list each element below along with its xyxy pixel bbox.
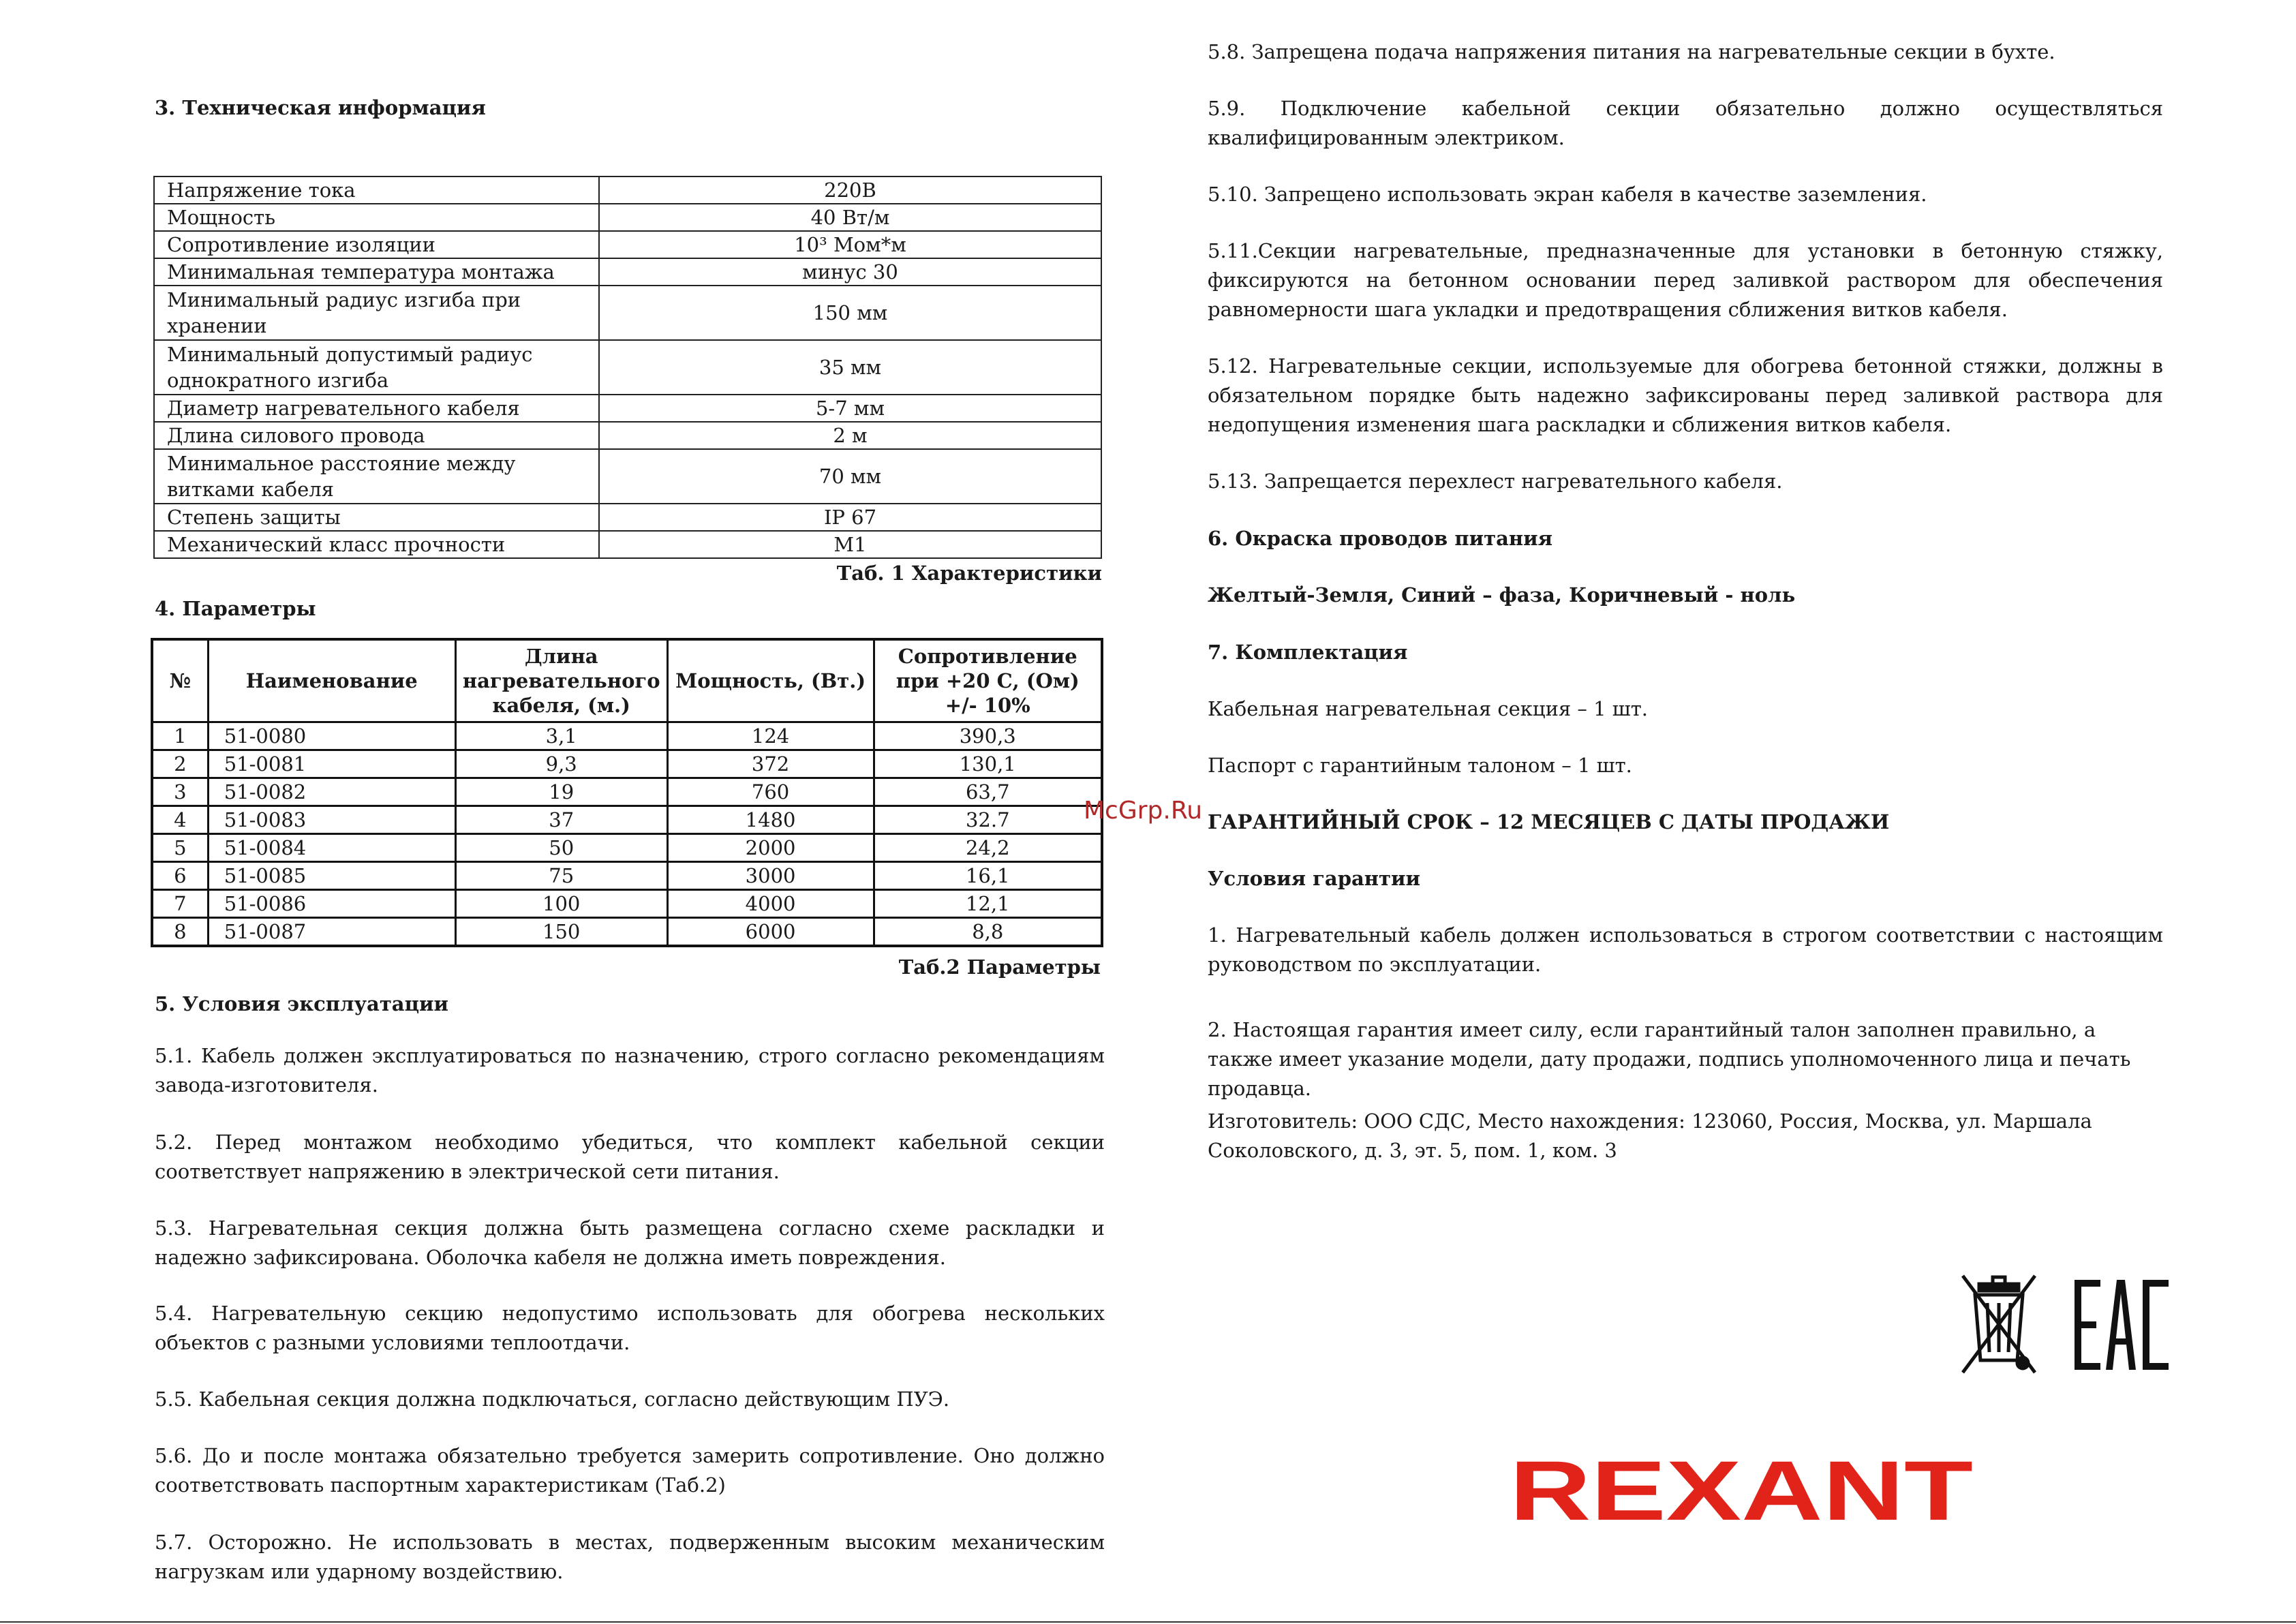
spec-row xyxy=(154,422,1101,449)
row-number: 1 xyxy=(152,722,208,750)
product-code: 51-0084 xyxy=(208,834,455,862)
product-code: 51-0081 xyxy=(208,750,455,778)
section6-heading: 6. Окраска проводов питания xyxy=(1208,527,1553,550)
row-number: 6 xyxy=(152,862,208,890)
spec-param: Диаметр нагревательного кабеля xyxy=(154,395,599,422)
product-code: 51-0087 xyxy=(208,918,455,947)
paragraph-5-11: 5.11.Секции нагревательные, предназначенные для установки в бетонную стяжку, фиксируются на бетонном основании перед заливкой раствором для обеспечения равномерности шага укладки и предотвращения сближения витков кабеля. xyxy=(1208,239,2163,321)
product-code: 51-0083 xyxy=(208,806,455,834)
cable-length: 37 xyxy=(455,806,667,834)
spec-row xyxy=(154,177,1101,204)
resistance-value: 8,8 xyxy=(874,918,1102,947)
row-number: 4 xyxy=(152,806,208,834)
wire-colors: Желтый-Земля, Синий – фаза, Коричневый - ноль xyxy=(1208,583,1796,607)
spec-param: Сопротивление изоляции xyxy=(154,231,599,258)
col-header-length: Длина нагревательного кабеля, (м.) xyxy=(455,639,667,722)
col-header-power: Мощность, (Вт.) xyxy=(667,639,874,722)
power-value: 3000 xyxy=(667,862,874,890)
resistance-value: 390,3 xyxy=(874,722,1102,750)
spec-param: Минимальный допустимый радиус однократного изгиба xyxy=(154,340,599,395)
paragraph-5-13: 5.13. Запрещается перехлест нагревательного кабеля. xyxy=(1208,470,1783,493)
warranty-heading: ГАРАНТИЙНЫЙ СРОК – 12 МЕСЯЦЕВ С ДАТЫ ПРОДАЖИ xyxy=(1208,810,1890,833)
table-row xyxy=(152,834,1102,862)
rexant-logo xyxy=(1506,1450,1976,1532)
resistance-value: 16,1 xyxy=(874,862,1102,890)
power-value: 4000 xyxy=(667,890,874,918)
section5-heading: 5. Условия эксплуатации xyxy=(155,992,449,1015)
power-value: 1480 xyxy=(667,806,874,834)
product-code: 51-0086 xyxy=(208,890,455,918)
spec-row xyxy=(154,340,1101,395)
spec-param: Напряжение тока xyxy=(154,177,599,204)
kit-item-passport: Паспорт с гарантийным талоном – 1 шт. xyxy=(1208,754,1632,777)
table2-caption: Таб.2 Параметры xyxy=(898,955,1101,979)
spec-row xyxy=(154,449,1101,504)
row-number: 7 xyxy=(152,890,208,918)
eac-mark xyxy=(2075,1280,2169,1370)
power-value: 2000 xyxy=(667,834,874,862)
table-row xyxy=(152,722,1102,750)
spec-value: М1 xyxy=(599,531,1101,558)
paragraph-5-8: 5.8. Запрещена подача напряжения питания на нагревательные секции в бухте. xyxy=(1208,40,2055,63)
power-value: 124 xyxy=(667,722,874,750)
watermark: McGrp.Ru xyxy=(1084,797,1203,825)
cable-length: 50 xyxy=(455,834,667,862)
cable-length: 150 xyxy=(455,918,667,947)
resistance-value: 130,1 xyxy=(874,750,1102,778)
bottom-rule xyxy=(0,1621,2296,1623)
spec-param: Минимальный радиус изгиба при хранении xyxy=(154,286,599,340)
spec-value: 220В xyxy=(599,177,1101,204)
warranty-condition-1: 1. Нагревательный кабель должен использоваться в строгом соответствии с настоящим руководством по эксплуатации. xyxy=(1208,923,2163,976)
row-number: 2 xyxy=(152,750,208,778)
row-number: 3 xyxy=(152,778,208,806)
table-row xyxy=(152,806,1102,834)
cable-length: 9,3 xyxy=(455,750,667,778)
spec-param: Минимальное расстояние между витками кабеля xyxy=(154,449,599,504)
power-value: 760 xyxy=(667,778,874,806)
table-row xyxy=(152,918,1102,947)
paragraph-5-3: 5.3. Нагревательная секция должна быть размещена согласно схеме раскладки и надежно зафиксирована. Оболочка кабеля не должна иметь повреждения. xyxy=(155,1216,1105,1269)
spec-param: Степень защиты xyxy=(154,504,599,531)
paragraph-5-12: 5.12. Нагревательные секции, используемые для обогрева бетонной стяжки, должны в обязательном порядке быть надежно зафиксированы перед заливкой раствора для недопущения изменения шага раскладки и сближения витков кабеля. xyxy=(1208,354,2163,436)
spec-row xyxy=(154,286,1101,340)
spec-param: Длина силового провода xyxy=(154,422,599,449)
spec-value: 10³ Мом*м xyxy=(599,231,1101,258)
table-row xyxy=(152,890,1102,918)
spec-row xyxy=(154,258,1101,286)
spec-value: 35 мм xyxy=(599,340,1101,395)
paragraph-5-1: 5.1. Кабель должен эксплуатироваться по назначению, строго согласно рекомендациям завода-изготовителя. xyxy=(155,1044,1105,1097)
power-value: 6000 xyxy=(667,918,874,947)
col-header-name: Наименование xyxy=(208,639,455,722)
crossed-out-bin-icon xyxy=(1963,1276,2035,1373)
warranty-conditions-heading: Условия гарантии xyxy=(1208,867,1421,890)
spec-value: 40 Вт/м xyxy=(599,204,1101,231)
section7-heading: 7. Комплектация xyxy=(1208,641,1408,664)
brand-name: REXANT xyxy=(1510,1450,1973,1532)
spec-row xyxy=(154,531,1101,558)
cable-length: 3,1 xyxy=(455,722,667,750)
spec-row xyxy=(154,204,1101,231)
spec-value: IP 67 xyxy=(599,504,1101,531)
manufacturer-info: Изготовитель: ООО СДС, Место нахождения: 123060, Россия, Москва, ул. Маршала Соколовского, д. 3, эт. 5, пом. 1, ком. 3 xyxy=(1208,1109,2092,1162)
cable-length: 75 xyxy=(455,862,667,890)
section4-heading: 4. Параметры xyxy=(155,597,316,620)
cable-length: 19 xyxy=(455,778,667,806)
row-number: 8 xyxy=(152,918,208,947)
table1-caption: Таб. 1 Характеристики xyxy=(836,562,1102,585)
resistance-value: 24,2 xyxy=(874,834,1102,862)
spec-value: минус 30 xyxy=(599,258,1101,286)
warranty-condition-2: 2. Настоящая гарантия имеет силу, если гарантийный талон заполнен правильно, а также имеет указание модели, дату продажи, подпись уполномоченного лица и печать продавца. xyxy=(1208,1018,2131,1100)
params-table xyxy=(151,638,1103,947)
table-row xyxy=(152,750,1102,778)
spec-value: 5-7 мм xyxy=(599,395,1101,422)
spec-value: 2 м xyxy=(599,422,1101,449)
spec-row xyxy=(154,395,1101,422)
spec-table xyxy=(153,176,1102,559)
spec-value: 70 мм xyxy=(599,449,1101,504)
certification-marks xyxy=(1960,1273,2173,1375)
spec-param: Мощность xyxy=(154,204,599,231)
product-code: 51-0085 xyxy=(208,862,455,890)
spec-row xyxy=(154,231,1101,258)
spec-row xyxy=(154,504,1101,531)
col-header-resistance: Сопротивление при +20 С, (Ом) +/- 10% xyxy=(874,639,1102,722)
spec-param: Механический класс прочности xyxy=(154,531,599,558)
spec-param: Минимальная температура монтажа xyxy=(154,258,599,286)
section3-heading: 3. Техническая информация xyxy=(155,96,486,119)
paragraph-5-7: 5.7. Осторожно. Не использовать в местах, подверженным высоким механическим нагрузкам или ударному воздействию. xyxy=(155,1531,1105,1583)
resistance-value: 32.7 xyxy=(874,806,1102,834)
paragraph-5-10: 5.10. Запрещено использовать экран кабеля в качестве заземления. xyxy=(1208,183,1927,206)
resistance-value: 12,1 xyxy=(874,890,1102,918)
spec-value: 150 мм xyxy=(599,286,1101,340)
kit-item-cable: Кабельная нагревательная секция – 1 шт. xyxy=(1208,697,1649,720)
paragraph-5-9: 5.9. Подключение кабельной секции обязательно должно осуществляться квалифицированным электриком. xyxy=(1208,97,2163,149)
resistance-value: 63,7 xyxy=(874,778,1102,806)
cable-length: 100 xyxy=(455,890,667,918)
product-code: 51-0080 xyxy=(208,722,455,750)
paragraph-5-5: 5.5. Кабельная секция должна подключаться, согласно действующим ПУЭ. xyxy=(155,1388,950,1411)
row-number: 5 xyxy=(152,834,208,862)
power-value: 372 xyxy=(667,750,874,778)
product-code: 51-0082 xyxy=(208,778,455,806)
table-row xyxy=(152,778,1102,806)
eac-text: ЕАС xyxy=(1960,1273,1962,1274)
table-row xyxy=(152,862,1102,890)
paragraph-5-6: 5.6. До и после монтажа обязательно требуется замерить сопротивление. Оно должно соответствовать паспортным характеристикам (Таб.2) xyxy=(155,1444,1105,1497)
paragraph-5-2: 5.2. Перед монтажом необходимо убедиться, что комплект кабельной секции соответствует напряжению в электрической сети питания. xyxy=(155,1131,1105,1183)
paragraph-5-4: 5.4. Нагревательную секцию недопустимо использовать для обогрева нескольких объектов с разными условиями теплоотдачи. xyxy=(155,1302,1105,1354)
col-header-num: № xyxy=(152,639,208,722)
